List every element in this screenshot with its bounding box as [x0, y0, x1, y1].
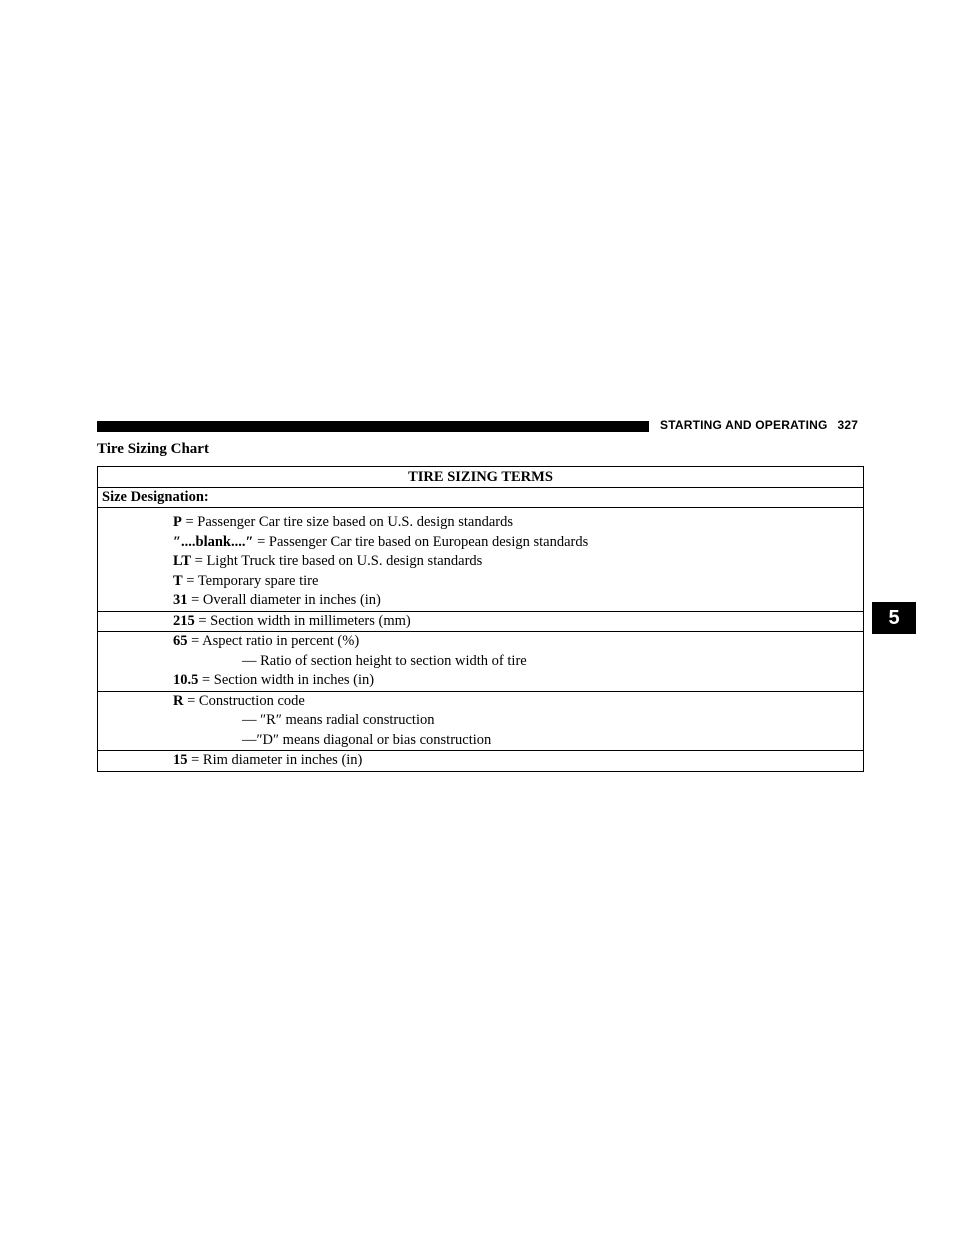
- term-definition: = Overall diameter in inches (in): [187, 592, 381, 608]
- table-row: [98, 611, 864, 632]
- section-title: Tire Sizing Chart: [97, 441, 209, 457]
- header-section-title: STARTING AND OPERATING: [660, 418, 828, 432]
- term-line: [98, 572, 863, 592]
- chapter-tab: 5: [872, 602, 916, 634]
- term-definition: = Temporary spare tire: [182, 572, 319, 589]
- term-subline: — ″R″ means radial construction: [242, 712, 435, 728]
- term-code: T: [173, 572, 183, 589]
- term-code: 31: [173, 592, 188, 608]
- table-heading-row: [98, 467, 864, 488]
- term-line: [98, 612, 863, 632]
- table-row: [98, 632, 864, 692]
- term-definition: = Section width in inches (in): [198, 672, 375, 688]
- table-row: [98, 751, 864, 772]
- term-code: ″....blank....″: [173, 533, 254, 550]
- term-definition: = Passenger Car tire size based on U.S. design standards: [181, 514, 513, 530]
- term-definition: = Rim diameter in inches (in): [187, 752, 363, 768]
- table-row: [98, 508, 864, 612]
- term-code: P: [173, 514, 182, 530]
- term-line: [98, 591, 863, 611]
- term-definition: = Light Truck tire based on U.S. design standards: [191, 553, 483, 569]
- table-heading: TIRE SIZING TERMS: [98, 467, 864, 488]
- term-definition: = Passenger Car tire based on European design standards: [253, 533, 589, 550]
- term-code: LT: [173, 553, 192, 569]
- term-code: 65: [173, 633, 188, 649]
- tire-sizing-table: [97, 466, 864, 772]
- term-code: 15: [173, 752, 188, 768]
- running-header: [660, 418, 858, 432]
- term-subline: —″D″ means diagonal or bias construction: [242, 731, 492, 748]
- term-group-tire-type: [98, 508, 864, 612]
- table-row: [98, 691, 864, 751]
- term-line: [98, 632, 863, 652]
- size-designation-row: [98, 488, 864, 508]
- term-line: [98, 692, 863, 712]
- term-group-construction: [98, 691, 864, 751]
- size-designation-label: Size Designation:: [98, 488, 864, 508]
- header-rule: [97, 421, 649, 432]
- term-line: [98, 513, 863, 533]
- term-line: [98, 533, 863, 553]
- term-group-section-width-mm: [98, 611, 864, 632]
- term-code: R: [173, 692, 184, 709]
- term-subline: — Ratio of section height to section width of tire: [242, 652, 527, 669]
- term-line: [98, 552, 863, 572]
- term-line: [98, 751, 863, 771]
- term-group-aspect-ratio: [98, 632, 864, 692]
- term-code: 10.5: [173, 672, 199, 688]
- term-definition: = Aspect ratio in percent (%): [187, 633, 360, 649]
- page-number: 327: [837, 418, 859, 432]
- term-group-rim-diameter: [98, 751, 864, 772]
- term-definition: = Section width in millimeters (mm): [194, 612, 411, 629]
- term-line: [98, 671, 863, 691]
- term-code: 215: [173, 612, 195, 629]
- term-definition: = Construction code: [183, 692, 305, 709]
